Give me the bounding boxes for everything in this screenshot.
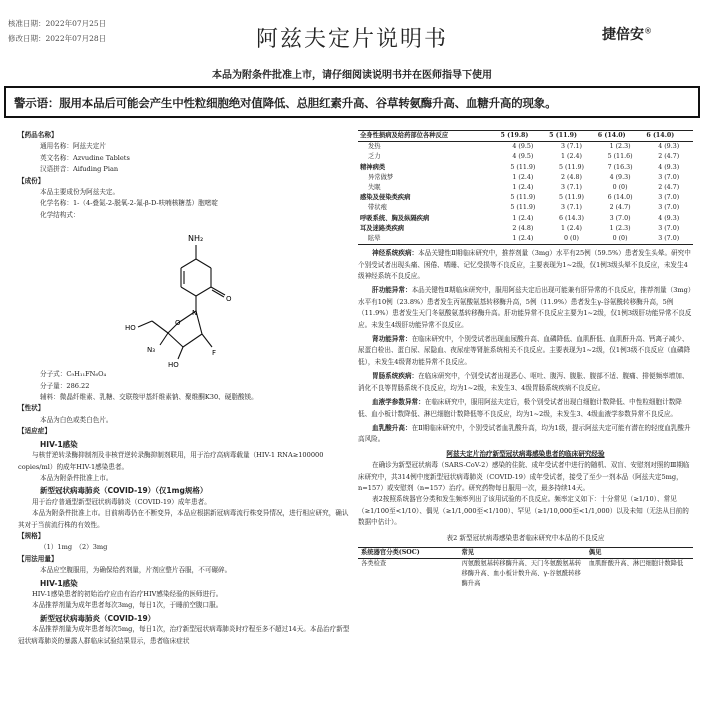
excipients: 辅料：微晶纤维素、乳糖、交联羧甲基纤维素钠、聚维酮K30、硬脂酸镁。	[40, 393, 258, 402]
paragraph-nervous	[358, 248, 693, 282]
structure-diagram	[18, 221, 353, 369]
chemical-name: 化学名称：1-（4-叠氮-2-脱氧-2-氟-β-D-呋喃核糖基）胞嘧啶	[40, 199, 218, 208]
label-o-ring: O	[175, 319, 181, 328]
covid-note: 本品为附条件批准上市。目前病毒仍在不断变异，本品应根据新冠病毒流行株变异情况，进行相应研究，确认其对于当前流行株的有效性。	[18, 509, 349, 529]
label-blood: 血液学参数异常：	[372, 398, 425, 407]
row-value: 2 (4.8)	[560, 173, 582, 181]
row-value: 1 (2.4)	[560, 224, 582, 232]
usage-covid-text: 本品推荐剂量为成年患者每次5mg，每日1次，治疗新型冠状病毒肺炎时疗程至多不超过14天。本品治疗新型冠状病毒肺炎的暴露人群临床试验结果显示，患者临床症状	[18, 625, 350, 645]
section-drug-name: 【药品名称】	[18, 131, 58, 139]
pinyin-name: 汉语拼音：Aifuding Pian	[40, 165, 119, 174]
label-nh2: NH₂	[188, 234, 204, 244]
row-value: 3 (7.0)	[609, 214, 631, 222]
table-row	[358, 142, 693, 153]
row-value: 2 (4.8)	[512, 224, 534, 232]
row-value: 4 (9.3)	[658, 214, 680, 222]
row-value: 0 (0)	[612, 184, 628, 192]
hiv-note: 本品为附条件批准上市。	[40, 473, 113, 482]
soc-cell: 各类检查	[361, 559, 387, 567]
text-lactate: 在Ⅱ期临床研究中，个别受试者血乳酸升高，均为1级，提示阿兹夫定可能有潜在的轻度血乳酸升高风险。	[358, 423, 691, 444]
main-ingredient: 本品主要成份为阿兹夫定。	[40, 188, 120, 197]
subtitle: 本品为附条件批准上市，请仔细阅读说明书并在医师指导下使用	[212, 70, 492, 81]
soc-table	[358, 547, 693, 589]
row-value: 3 (7.0)	[658, 194, 680, 202]
row-value: 4 (9.3)	[609, 173, 631, 181]
table-header-row	[358, 547, 693, 558]
table-header-cell: 5 (19.8)	[499, 131, 548, 142]
spec: （1）1mg （2）3mg	[40, 543, 108, 552]
row-value: 4 (9.3)	[658, 143, 680, 151]
hiv-heading: HIV-1感染	[40, 439, 78, 449]
right-column	[358, 130, 693, 704]
usage-covid-heading: 新型冠状病毒肺炎（COVID-19）	[40, 613, 156, 623]
brand-logo	[602, 24, 652, 44]
text-nervous: 本品关键性Ⅱ期临床研究中，推荐剂量（3mg）水平有25例（59.5%）患者发生头晕。研究中个别受试者出现头痛、困倦、嗜睡、记忆受损等不良反应，主要表现为1~2级，仅1例3级头晕不良反应，未发生4级神经系统不良反应。	[358, 249, 691, 281]
common-header: 常见	[459, 547, 586, 558]
label-kidney: 肾功能异常：	[372, 335, 412, 344]
table-row	[358, 163, 693, 173]
left-column	[18, 130, 353, 704]
section-character: 【性状】	[18, 404, 45, 413]
label-liver: 肝功能异常：	[372, 286, 412, 295]
warning-box	[4, 86, 700, 118]
soc-header: 系统器官分类(SOC)	[358, 547, 459, 558]
paragraph-blood	[358, 397, 693, 420]
usage-hiv-heading: HIV-1感染	[40, 578, 78, 588]
table-header-row	[358, 131, 693, 142]
row-value: 3 (7.1)	[560, 143, 582, 151]
table-header-cell: 全身性损病及给药部位各种反应	[358, 131, 499, 142]
common-cell: 丙氨酸氨基转移酶升高、天门冬氨酸氨基转移酶升高、血小板计数升高、γ-谷氨酰转移酶升高	[461, 559, 582, 587]
table-row	[358, 183, 693, 193]
row-value: 6 (14.3)	[558, 214, 584, 222]
revision-date: 修改日期：2022年07月28日	[8, 34, 107, 43]
row-value: 1 (2.4)	[560, 153, 582, 161]
chemical-structure	[18, 221, 353, 369]
table-row	[358, 234, 693, 245]
adverse-reactions-table	[358, 130, 693, 245]
section-indications: 【适应症】	[18, 427, 51, 436]
text-liver: 本品关键性Ⅱ期临床研究中，服用阿兹夫定后出现可能兼有肝异常的不良反应，推荐剂量（3mg）水平有10例（23.8%）患者发生丙氨酸氨基转移酶升高，5例（11.9%）患者发生γ-谷氨酰转移酶升高，5例（11.9%）患者发生天门冬氨酸氨基转移酶升高。肝功能异常不良反应主要为1~2级，仅1例3级肝功能异常不良反应。未发生4级肝功能异常不良反应。	[358, 286, 692, 329]
table-row	[358, 152, 693, 162]
paragraph-lactate	[358, 423, 693, 446]
row-value: 3 (7.0)	[658, 173, 680, 181]
paragraph-gi	[358, 371, 693, 394]
row-value: 2 (4.7)	[658, 153, 680, 161]
row-value: 3 (7.0)	[658, 204, 680, 212]
table-header-cell: 6 (14.0)	[596, 131, 645, 142]
label-ho: HO	[125, 324, 136, 333]
row-value: 6 (14.0)	[607, 194, 633, 202]
covid-study-text: 在确诊为新型冠状病毒（SARS-CoV-2）感染的住院、成年受试者中进行的随机、双盲、安慰剂对照的Ⅲ期临床研究中，共314例中度新型冠状病毒肺炎（COVID-19）成年受试者，接受了至少一剂本品（阿兹夫定5mg，n=157）或安慰剂（n=157）治疗。研究药物每日服用一次，最多持续14天。	[358, 461, 690, 492]
label-oh: HO	[168, 361, 179, 370]
label-o-carbonyl: O	[226, 295, 232, 304]
row-label: 精神病类	[360, 163, 386, 171]
row-value: 1 (2.3)	[609, 143, 631, 151]
row-value: 4 (9.3)	[658, 163, 680, 171]
row-value: 5 (11.9)	[558, 194, 584, 202]
generic-name: 通用名称：阿兹夫定片	[40, 142, 106, 151]
frequency-definition: 表2按照系统器官分类和发生频率列出了该用试验的不良反应。频率定义如下：十分常见（≥1/10）、常见（≥1/100至<1/10）、偶见（≥1/1,000至<1/100）、罕见（≥1/10,000至<1/1,000）以及未知（无法从目前的数据中估计）。	[358, 495, 689, 527]
molecular-formula: 分子式：C₉H₁₁FN₆O₄	[40, 370, 107, 379]
section-spec: 【规格】	[18, 531, 45, 540]
table-row	[358, 558, 693, 589]
row-value: 5 (11.9)	[510, 194, 536, 202]
approval-date: 核准日期：2022年07月25日	[8, 19, 107, 28]
chemical-structure-label: 化学结构式：	[40, 210, 80, 219]
molecular-weight: 分子量：286.22	[40, 381, 90, 390]
row-value: 1 (2.4)	[512, 214, 534, 222]
row-value: 3 (7.1)	[560, 184, 582, 192]
row-value: 4 (9.5)	[512, 143, 534, 151]
row-value: 3 (7.0)	[644, 234, 693, 245]
table-row	[358, 193, 693, 203]
row-value: 2 (4.7)	[658, 184, 680, 192]
page-title: 阿兹夫定片说明书	[255, 27, 448, 52]
hiv-text: 与核苷逆转录酶抑制剂及非核苷逆转录酶抑制剂联用，用于治疗高病毒载量（HIV-1 RNA≥100000 copies/ml）的成年HIV-1感染患者。	[18, 451, 324, 471]
uncommon-header: 偶见	[586, 547, 693, 558]
row-value: 0 (0)	[596, 234, 645, 245]
label-n3: N₃	[147, 346, 156, 355]
row-value: 3 (7.0)	[658, 224, 680, 232]
text-kidney: 在临床研究中，个别受试者出现血尿酸升高、血磷降低、血肌酐低、血肌酐升高、钙离子减少、尿蛋白检出、蛋白尿、尿隐血、夜尿症等肾脏系统相关不良反应。主要表现为1~2级，仅1例3级不良反应（血磷降低），未发生4级肾功能异常不良反应。	[358, 335, 691, 366]
label-gi: 胃肠系统疾病：	[372, 372, 419, 381]
row-value: 5 (11.9)	[510, 204, 536, 212]
table-row	[358, 214, 693, 224]
row-label: 异常做梦	[368, 173, 394, 181]
row-label: 失眠	[368, 184, 381, 192]
row-value: 1 (2.4)	[512, 184, 534, 192]
row-value: 5 (11.9)	[510, 163, 536, 171]
row-value: 1 (2.4)	[499, 234, 548, 245]
label-f: F	[212, 349, 217, 358]
uncommon-cell: 血肌酐酸升高、淋巴细胞计数降低	[588, 559, 684, 567]
row-label: 乏力	[368, 153, 381, 161]
english-name: 英文名称：Azvudine Tablets	[40, 153, 130, 162]
covid-heading: 新型冠状病毒肺炎（COVID-19）（仅1mg规格）	[40, 486, 208, 496]
row-value: 1 (2.3)	[609, 224, 631, 232]
table-row	[358, 224, 693, 234]
row-value: 5 (11.6)	[607, 153, 633, 161]
warning-text: 警示语：服用本品后可能会产生中性粒细胞绝对值降低、总胆红素升高、谷草转氨酶升高、血糖升高的现象。	[14, 96, 557, 110]
row-label: 耳及迷路类疾病	[360, 224, 405, 232]
usage-hiv-dose: 本品推荐剂量为成年患者每次3mg，每日1次，于睡前空腹口服。	[32, 601, 223, 610]
text-gi: 在临床研究中，个别受试者出现恶心、呕吐、腹泻、腹胀、腹部不适、腹痛、排便频率增加、消化不良等胃肠系统不良反应，均为1~2级，未发生3、4级胃肠系统疾病不良反应。	[358, 372, 689, 392]
row-value: 0 (0)	[547, 234, 596, 245]
row-value: 7 (16.3)	[607, 163, 633, 171]
covid-study-title: 阿兹夫定片治疗新型冠状病毒感染患者的临床研究经验	[446, 449, 605, 458]
row-value: 3 (7.1)	[560, 204, 582, 212]
brand-name: 捷倍安	[602, 27, 644, 43]
table-row	[358, 203, 693, 213]
text-blood: 在临床研究中，服用阿兹夫定后，极个别受试者出现白细胞计数降低、中性粒细胞计数降低、血小板计数降低、淋巴细胞计数降低等不良反应，均为1~2级，未发生3、4级血液学参数异常不良反应。	[358, 398, 682, 418]
row-label: 眩晕	[358, 234, 499, 245]
row-label: 发热	[368, 143, 381, 151]
row-value: 5 (11.9)	[558, 163, 584, 171]
covid-text: 用于治疗普通型新型冠状病毒肺炎（COVID-19）成年患者。	[32, 497, 211, 506]
paragraph-liver	[358, 285, 693, 331]
table2-caption: 表2 新型冠状病毒感染患者临床研究中本品的不良反应	[446, 533, 605, 542]
paragraph-kidney	[358, 334, 693, 368]
row-value: 4 (9.5)	[512, 153, 534, 161]
row-label: 感染及侵染类疾病	[360, 194, 411, 202]
usage-hiv-text: HIV-1感染患者的初始治疗应由有治疗HIV感染经验的医师进行。	[32, 589, 223, 598]
row-value: 2 (4.7)	[609, 204, 631, 212]
table-row	[358, 173, 693, 183]
table-header-cell: 6 (14.0)	[644, 131, 693, 142]
label-n: N	[192, 309, 198, 318]
table-header-cell: 5 (11.9)	[547, 131, 596, 142]
character: 本品为白色或类白色片。	[40, 415, 113, 424]
usage: 本品应空腹服用，为确保给药剂量，片剂应整片吞服，不可碾碎。	[40, 566, 232, 575]
section-usage: 【用法用量】	[18, 554, 58, 563]
row-label: 呼吸系统、胸及纵隔疾病	[360, 214, 430, 222]
registered-mark: ®	[644, 26, 652, 36]
row-value: 1 (2.4)	[512, 173, 534, 181]
label-nervous: 神经系统疾病：	[372, 249, 419, 258]
label-lactate: 血乳酸升高：	[372, 423, 412, 432]
section-composition: 【成份】	[18, 176, 45, 185]
row-label: 带状疱	[368, 204, 387, 212]
